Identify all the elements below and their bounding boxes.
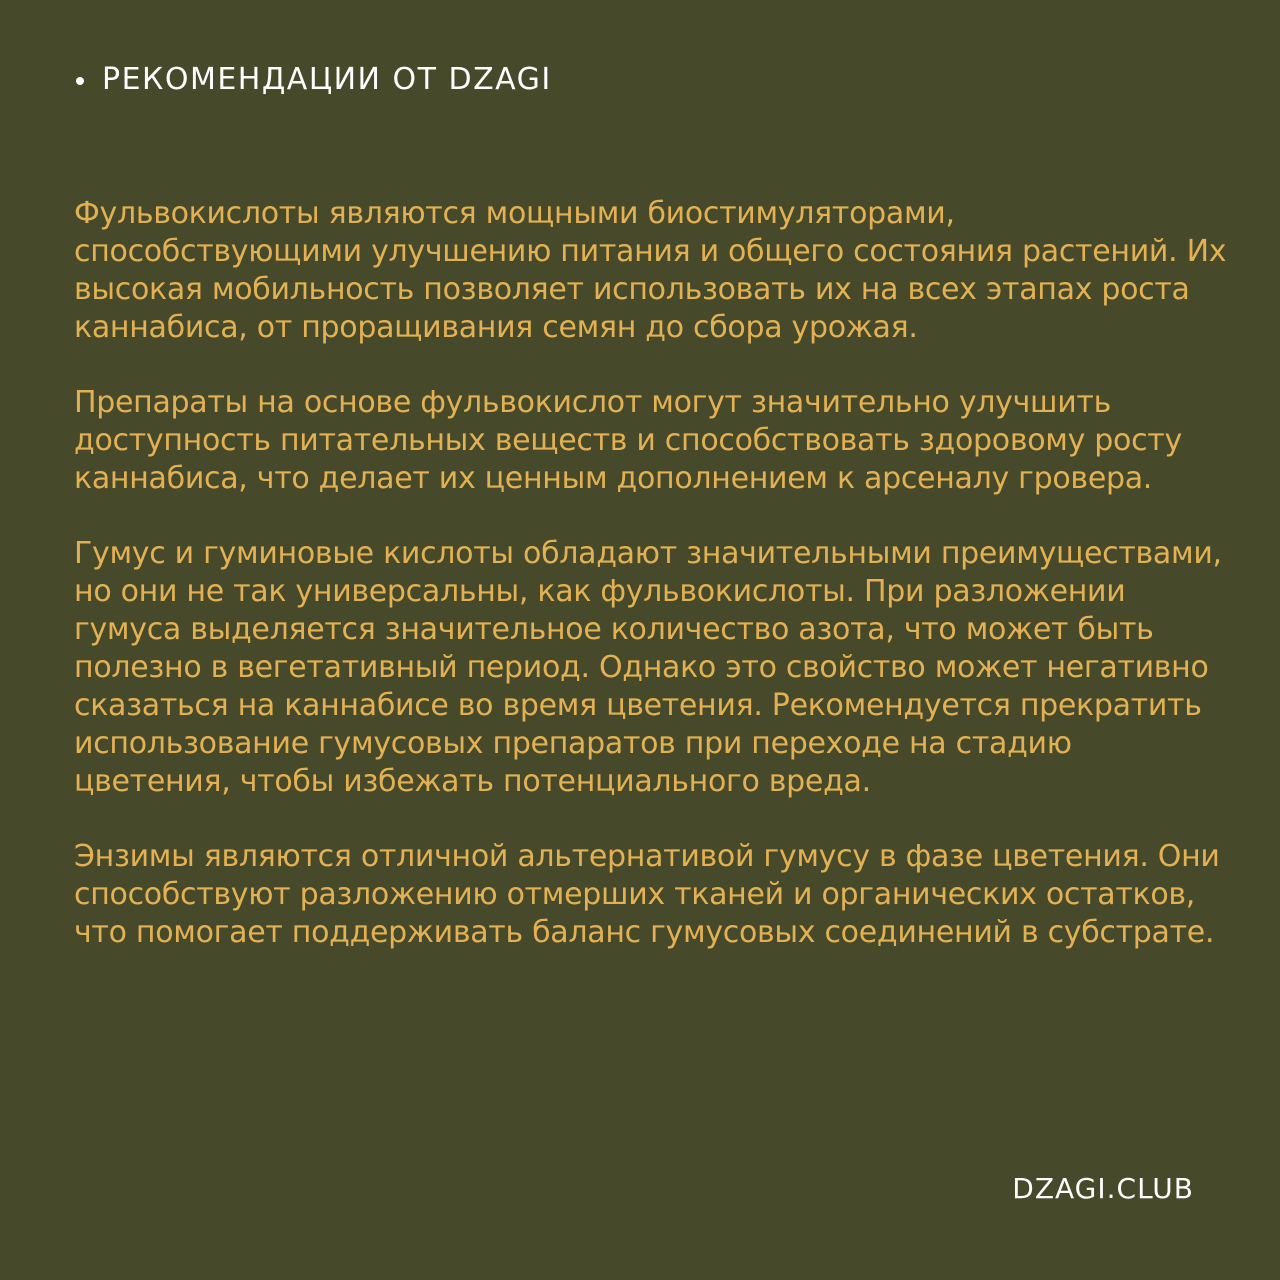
site-watermark: DZAGI.CLUB bbox=[1012, 1172, 1194, 1205]
paragraph-humus: Гумус и гуминовые кислоты обладают значительными преимуществами, но они не так универсальны, как фульвокислоты. При разложении гумуса выделяется значительное количество азота, что может быть полезно в вегетативный период. Однако это свойство может негативно сказаться на каннабисе во время цветения. Рекомендуется прекратить использование гумусовых препаратов при переходе на стадию цветения, чтобы избежать потенциального вреда. bbox=[74, 536, 1222, 799]
article-body bbox=[74, 195, 1234, 989]
paragraph-fulvic-preparations: Препараты на основе фульвокислот могут значительно улучшить доступность питательных веществ и способствовать здоровому росту каннабиса, что делает их ценным дополнением к арсеналу гровера. bbox=[74, 385, 1182, 496]
bullet-icon bbox=[76, 77, 84, 85]
header bbox=[76, 62, 552, 98]
page-title: РЕКОМЕНДАЦИИ ОТ DZAGI bbox=[102, 62, 552, 97]
paragraph-fulvic-acids: Фульвокислоты являются мощными биостимуляторами, способствующими улучшению питания и общего состояния растений. Их высокая мобильность позволяет использовать их на всех этапах роста каннабиса, от проращивания семян до сбора урожая. bbox=[74, 196, 1227, 345]
paragraph-enzymes: Энзимы являются отличной альтернативой гумусу в фазе цветения. Они способствуют разложению отмерших тканей и органических остатков, что помогает поддерживать баланс гумусовых соединений в субстрате. bbox=[74, 839, 1220, 950]
